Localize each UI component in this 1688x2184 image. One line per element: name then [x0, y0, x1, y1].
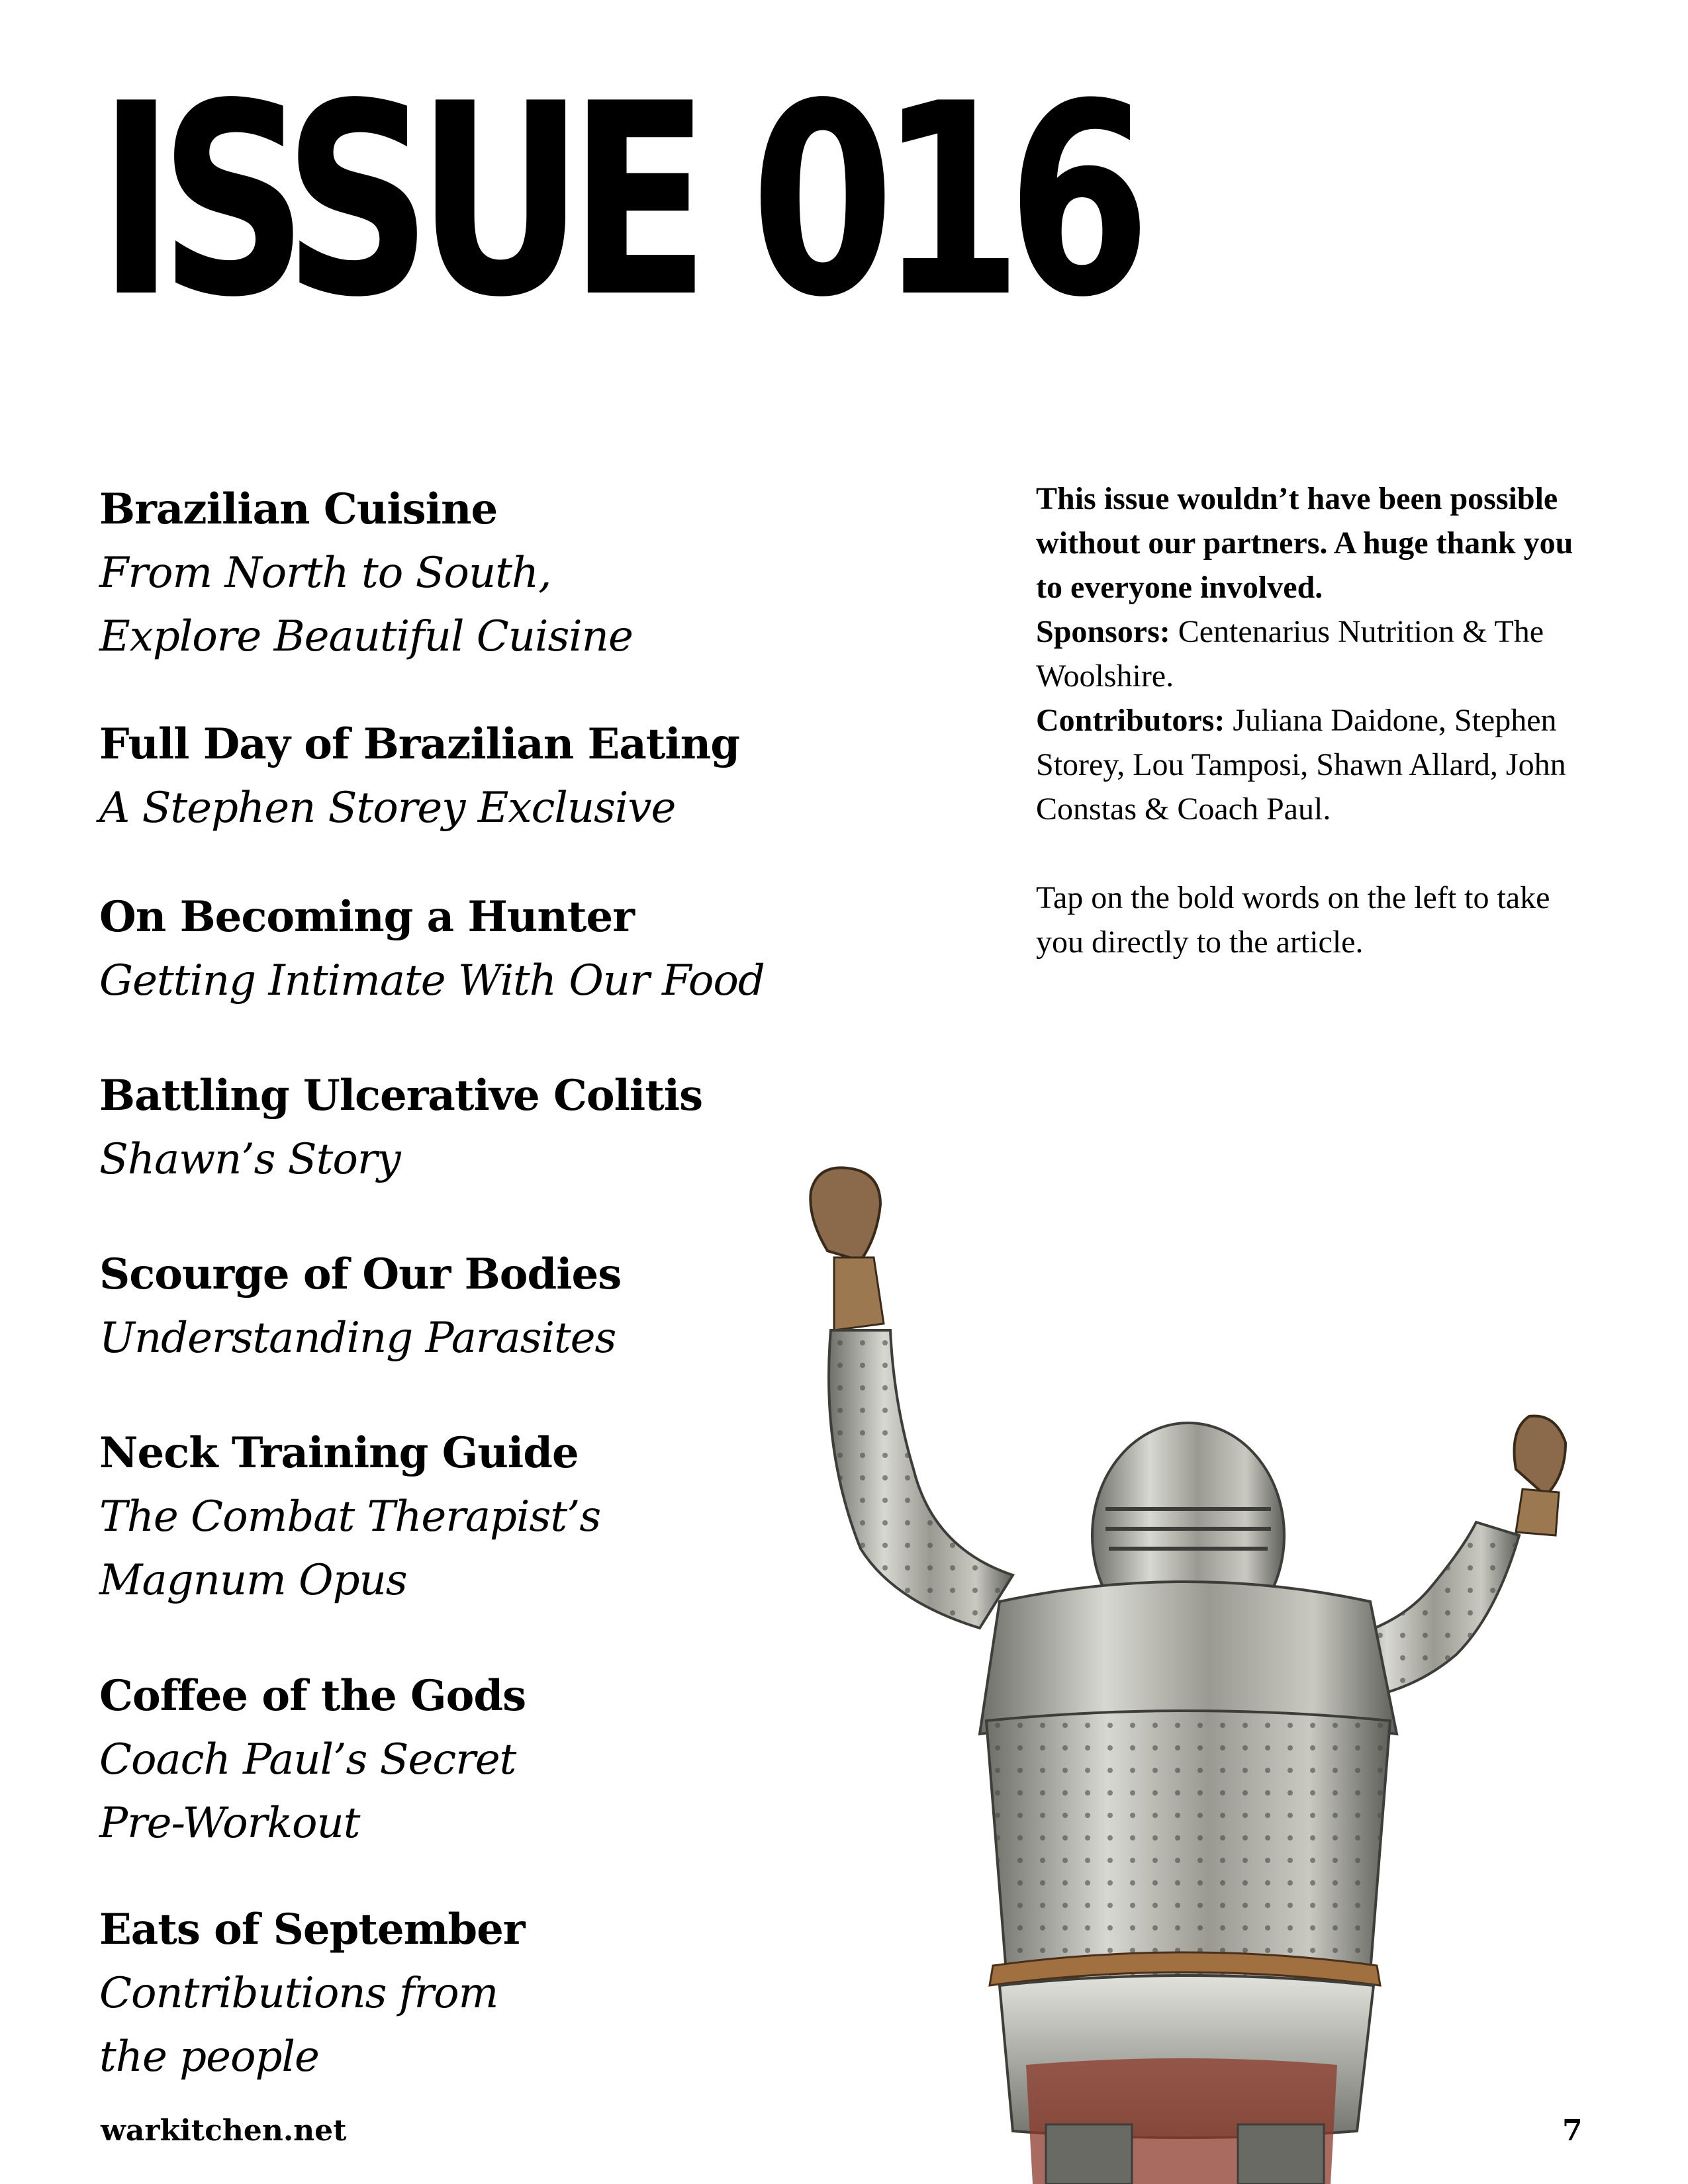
- article-link-coffee-of-gods[interactable]: [99, 1664, 827, 1855]
- contributors-line: [1036, 698, 1605, 831]
- article-title[interactable]: Full Day of Brazilian Eating: [99, 719, 739, 769]
- article-subtitle: Getting Intimate With Our Food: [99, 956, 765, 1005]
- article-title[interactable]: Battling Ulcerative Colitis: [99, 1071, 703, 1120]
- sponsors-line: [1036, 610, 1605, 698]
- article-title[interactable]: Coffee of the Gods: [99, 1671, 526, 1721]
- article-link-full-day-eating[interactable]: [99, 713, 827, 840]
- article-link-brazilian-cuisine[interactable]: [99, 478, 827, 668]
- article-subtitle: Understanding Parasites: [99, 1314, 616, 1363]
- article-link-scourge-of-bodies[interactable]: [99, 1243, 827, 1370]
- article-subtitle: Shawn’s Story: [99, 1135, 400, 1184]
- article-link-eats-of-september[interactable]: [99, 1898, 827, 2089]
- article-subtitle: Contributions from: [99, 1969, 498, 2018]
- article-subtitle: Coach Paul’s Secret: [99, 1735, 516, 1784]
- article-subtitle: A Stephen Storey Exclusive: [99, 784, 676, 833]
- article-link-becoming-hunter[interactable]: [99, 886, 827, 1013]
- partners-note: [1036, 477, 1605, 964]
- partners-thanks: This issue wouldn’t have been possible without our partners. A huge thank you to everyone involved.: [1036, 481, 1573, 605]
- article-title[interactable]: On Becoming a Hunter: [99, 892, 634, 942]
- article-subtitle: Magnum Opus: [99, 1556, 407, 1605]
- article-title[interactable]: Brazilian Cuisine: [99, 484, 498, 534]
- article-subtitle: The Combat Therapist’s: [99, 1492, 601, 1541]
- article-title[interactable]: Neck Training Guide: [99, 1428, 579, 1478]
- article-title[interactable]: Scourge of Our Bodies: [99, 1250, 622, 1299]
- article-subtitle: Pre-Workout: [99, 1799, 360, 1848]
- article-subtitle: Explore Beautiful Cuisine: [99, 612, 633, 661]
- sponsors-label: Sponsors:: [1036, 614, 1170, 649]
- article-subtitle: From North to South,: [99, 549, 551, 598]
- page-number: 7: [1562, 2114, 1583, 2148]
- contributors-list: Juliana Daidone, Stephen Storey, Lou Tamposi, Shawn Allard, John Constas & Coach Paul.: [1036, 703, 1566, 827]
- article-link-neck-training[interactable]: [99, 1422, 827, 1612]
- article-link-ulcerative-colitis[interactable]: [99, 1064, 827, 1191]
- contributors-label: Contributors:: [1036, 703, 1225, 738]
- sponsors-list: Centenarius Nutrition & The Woolshire.: [1036, 614, 1544, 694]
- article-subtitle: the people: [99, 2032, 319, 2081]
- footer-website: warkitchen.net: [101, 2114, 347, 2148]
- article-title[interactable]: Eats of September: [99, 1905, 525, 1954]
- tap-instruction: Tap on the bold words on the left to take you directly to the article.: [1036, 880, 1550, 960]
- issue-title: ISSUE 016: [98, 48, 1136, 355]
- knight-illustration: [761, 1152, 1602, 2184]
